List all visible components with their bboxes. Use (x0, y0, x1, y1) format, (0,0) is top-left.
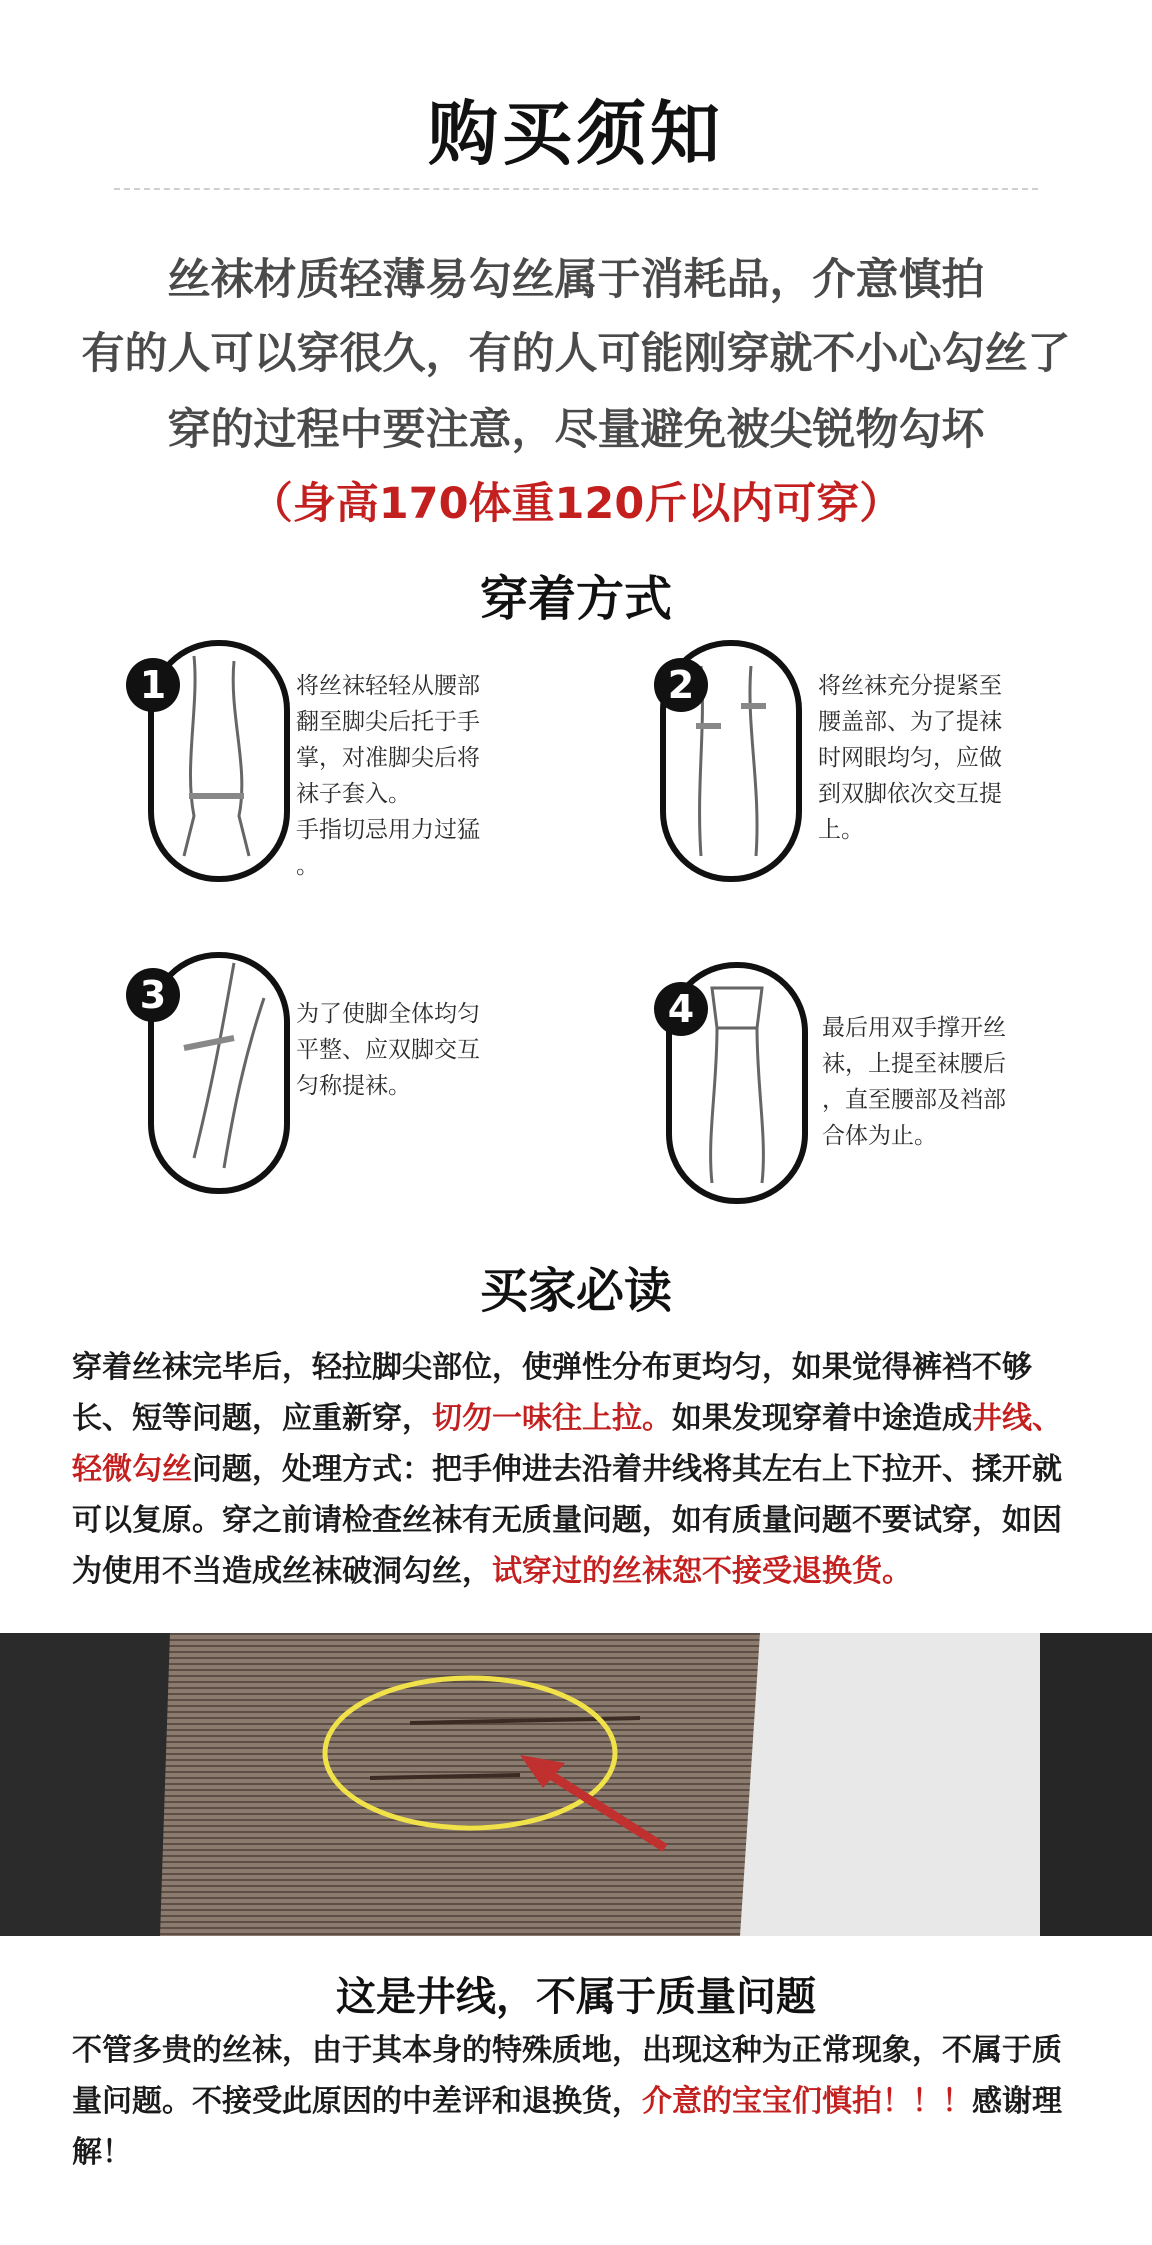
wear-method-heading: 穿着方式 (479, 571, 672, 627)
notice-line-1: 丝袜材质轻薄易勾丝属于消耗品，介意慎拍 (167, 255, 985, 305)
dashed-divider (114, 188, 1038, 190)
step-2-text: 将丝袜充分提紧至 腰盖部、为了提袜 时网眼均匀，应做 到双脚依次交互提 上。 (818, 673, 1002, 843)
notice-line-3: 穿的过程中要注意，尽量避免被尖锐物勾坏 (167, 405, 985, 455)
buyer-warning-red: 试穿过的丝袜恕不接受退换货。 (492, 1554, 912, 1589)
final-text: 不管多贵的丝袜，由于其本身的特殊质地，出现这种为正常现象，不属于质量问题。不接受此原因的中差评和退换货， (72, 2033, 1062, 2119)
final-warning-red: 介意的宝宝们慎拍！！！ (642, 2084, 972, 2119)
step-number-badge: 2 (654, 658, 708, 712)
buyer-must-read-heading: 买家必读 (479, 1263, 672, 1319)
stocking-ladder-photo (0, 1633, 1152, 1936)
buyer-text: 如果发现穿着中途造成 (672, 1401, 972, 1436)
step-3-text: 为了使脚全体均匀 平整、应双脚交互 匀称提袜。 (296, 1001, 480, 1099)
step-1-text: 将丝袜轻轻从腰部 翻至脚尖后托于手 掌，对准脚尖后将 袜子套入。 手指切忌用力过猛 。 (296, 673, 480, 879)
buyer-text: 穿着丝袜完毕后，轻拉脚尖部位，使弹性分布更均匀，如果觉得裤裆不够长、短等问题，应重新穿， (72, 1350, 1032, 1436)
final-paragraph (72, 2025, 1082, 2178)
ladder-not-defect-heading: 这是井线，不属于质量问题 (336, 1974, 816, 2020)
page-title: 购买须知 (428, 93, 724, 175)
step-number-badge: 4 (654, 982, 708, 1036)
step-number-badge: 3 (126, 968, 180, 1022)
buyer-warning-red: 井线、轻微勾丝 (72, 1401, 1062, 1487)
step-number-badge: 1 (126, 658, 180, 712)
photo-illustration (0, 1633, 1152, 1936)
step-4-text: 最后用双手撑开丝 袜，上提至袜腰后 ，直至腰部及裆部 合体为止。 (822, 1015, 1006, 1149)
final-text: 感谢理解！ (72, 2084, 1062, 2170)
buyer-paragraph (72, 1342, 1082, 1597)
buyer-text: 问题，处理方式：把手伸进去沿着井线将其左右上下拉开、揉开就可以复原。穿之前请检查丝袜有无质量问题，如有质量问题不要试穿，如因为使用不当造成丝袜破洞勾丝， (72, 1452, 1062, 1589)
buyer-warning-red: 切勿一味往上拉。 (432, 1401, 672, 1436)
size-warning: （身高170体重120斤以内可穿） (249, 479, 903, 529)
notice-line-2: 有的人可以穿很久，有的人可能刚穿就不小心勾丝了 (81, 329, 1071, 379)
